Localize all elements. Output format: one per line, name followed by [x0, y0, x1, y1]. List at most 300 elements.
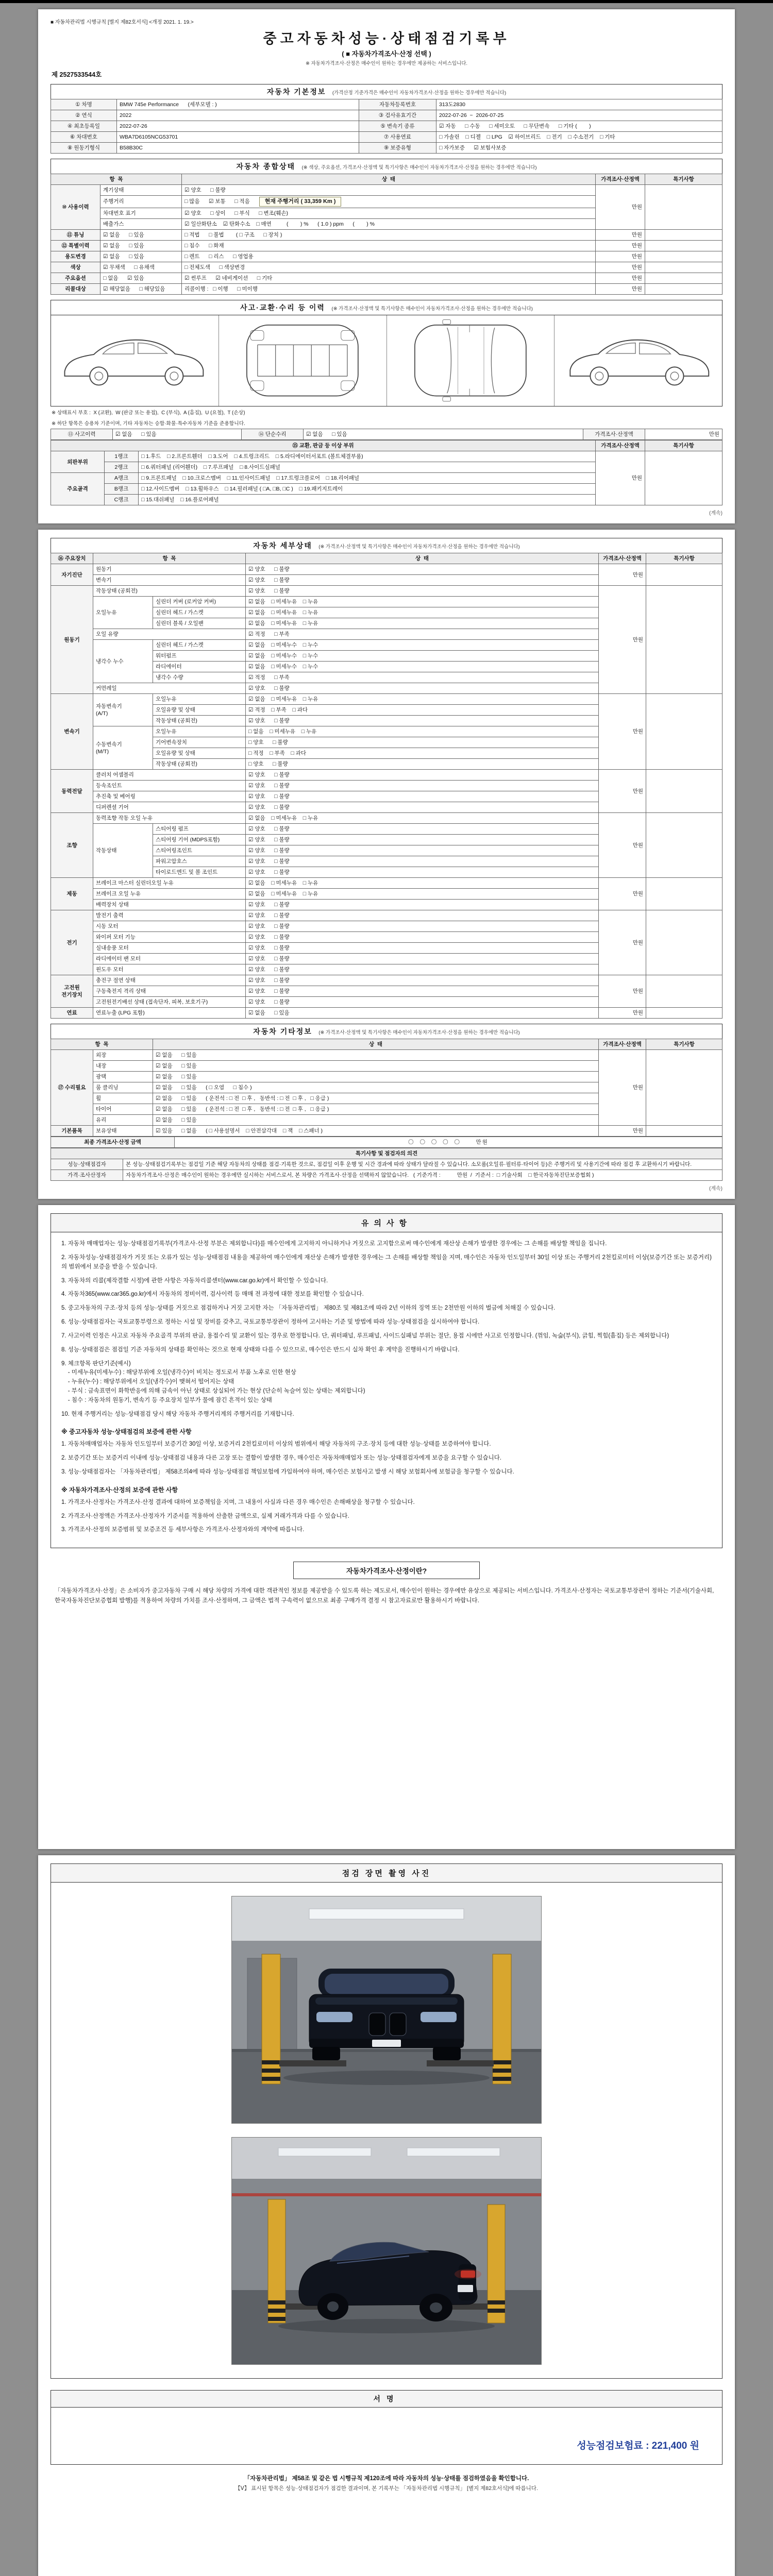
header-cell: 특기사항 및 점검자의 의견 — [51, 1148, 722, 1159]
notice-item: 1. 자동차매매업자는 자동차 인도일부터 보증기간 30일 이상, 보증거리 2천킬로미터 이상의 범위에서 해당 자동차의 구조·장치 등에 대한 성능·상태를 보증하여야 합니다. — [61, 1441, 491, 1448]
cell — [646, 1126, 722, 1137]
cell: 자기진단 — [51, 564, 93, 586]
cell: 충전구 절연 상태 — [93, 975, 246, 986]
cell: 휠 — [93, 1093, 153, 1104]
cell — [646, 694, 722, 770]
header-cell: 항 목 — [93, 553, 246, 564]
cell: 리콜대상 — [51, 283, 100, 294]
cell: 동력조향 작동 오일 누유 — [93, 813, 246, 824]
cell: 만원 — [645, 429, 722, 440]
cell: 만원 — [599, 564, 646, 586]
car-body-top-diagram — [387, 315, 555, 406]
top-border — [0, 0, 773, 3]
cell: 배출가스 — [100, 218, 182, 229]
cell — [646, 564, 722, 586]
etc-table — [51, 1039, 722, 1137]
header-cell: 항 목 — [51, 174, 182, 185]
cell: 원동기 — [93, 564, 246, 575]
cell: ⑭ 단순수리 — [242, 429, 304, 440]
notice-item: 6. 성능·상태점검자는 국토교통부령으로 정하는 시설 및 장비를 갖추고, 국토교통부장관이 정하여 고시하는 기준 및 방법에 따라 성능·상태점검을 실시하여야 합니다. — [61, 1319, 480, 1326]
inspection-photo-rear — [231, 2137, 542, 2365]
cell: ☑ 없음 □ 있음 — [246, 1008, 599, 1019]
table-row — [51, 1008, 722, 1019]
cell: 클러치 어셈블리 — [93, 770, 246, 781]
cell: ☑ 양호 □ 불량 — [182, 185, 596, 196]
table-row — [51, 910, 722, 921]
cell: ☑ 양호 □ 불량 — [246, 824, 599, 835]
cell: 시동 모터 — [93, 921, 246, 932]
document-subtitle: ( ■ 자동차가격조사·산정 선택 ) — [342, 50, 431, 58]
cell: ☑ 적정 □ 부족 □ 과다 — [246, 705, 599, 716]
cell: 구동축전지 격리 상태 — [93, 986, 246, 997]
signature-body — [51, 2408, 722, 2464]
cell: ⑤ 변속기 종류 — [359, 121, 436, 132]
cell — [645, 451, 722, 505]
section-summary-title: 자동차 종합상태 — [236, 162, 296, 171]
cell: ⑪ 튜닝 — [51, 229, 100, 240]
cell: ⑨ 보증유형 — [359, 143, 436, 154]
section-accident-note: (※ 가격조사·산정액 및 특기사항은 매수인이 자동차가격조사·산정을 원하는 경우에만 적습니다) — [331, 306, 533, 312]
cell: 본 성능·상태점검기록부는 점검일 기준 해당 자동차의 상태를 점검·기록한 것으로, 점검일 이후 운행 및 시간 경과에 따라 상태가 달라질 수 있습니다. 소모품(오일류·필터류·타이어 등)은 주행거리 및 사용기간에 따라 점검 후 교환하시기 바랍니다. — [123, 1159, 722, 1170]
table-row — [51, 694, 722, 705]
cell: 라디에이터 — [153, 662, 246, 672]
cell: 〇 〇 〇 〇 〇 만원 — [175, 1137, 722, 1148]
table-row — [51, 586, 722, 597]
garage-rear-photo-illustration — [232, 2138, 541, 2364]
cell: ☑ 없음 □ 미세누수 □ 누수 — [246, 640, 599, 651]
status-code-legend: ※ 상태표시 부호 : X (교환), W (판금 또는 용접), C (부식), A (흠집), U (요철), T (손상) — [52, 410, 245, 416]
section-basic-header — [51, 84, 722, 99]
page1-continue-label: (계속) — [709, 511, 722, 517]
cell: 만원 — [599, 1050, 646, 1126]
notice-item: 1. 가격조사·산정자는 가격조사·산정 결과에 대하여 보증책임을 지며, 그 내용이 사실과 다른 경우 매수인은 손해배상을 청구할 수 있습니다. — [61, 1499, 415, 1505]
cell: 만원 — [596, 240, 645, 251]
table-row — [51, 564, 722, 575]
car-right-side-icon — [558, 318, 719, 403]
cell: ☑ 양호 □ 불량 — [246, 975, 599, 986]
cell: □ 1.후드 □ 2.프론트휀더 □ 3.도어 □ 4.트렁크리드 □ 5.라디에이터서포트 (볼트체결부품) — [139, 451, 596, 462]
cell: 성능·상태점검자 — [51, 1159, 123, 1170]
photo-frame — [51, 1883, 722, 2379]
cell: ☑ 양호 □ 불량 — [246, 856, 599, 867]
cell: 2022-07-26 ~ 2026-07-25 — [436, 110, 722, 121]
cell: 스티어링 기어 (MDPS포함) — [153, 835, 246, 845]
table-row — [51, 273, 722, 283]
header-cell: 상 태 — [182, 174, 596, 185]
cell: ☑ 양호 □ 불량 — [246, 900, 599, 910]
cell: WBA7D6105NCG53701 — [117, 132, 359, 143]
cell: ☑ 없음 □ 있음 — [304, 429, 583, 440]
table-row — [51, 1170, 722, 1181]
section-detail-note: (※ 가격조사·산정액 및 특기사항은 매수인이 자동차가격조사·산정을 원하는 경우에만 적습니다) — [318, 544, 520, 550]
form-reference: ■ 자동차관리법 시행규칙 [별지 제82호서식] <개정 2021. 1. 19.> — [51, 20, 194, 25]
cell: 만원 — [596, 262, 645, 273]
cell: 만원 — [596, 283, 645, 294]
cell: 원동기 — [51, 586, 93, 694]
cell: ☑ 양호 □ 불량 — [246, 845, 599, 856]
cell: 313도2830 — [436, 99, 722, 110]
header-cell: 상 태 — [153, 1039, 599, 1050]
cell: 워터펌프 — [153, 651, 246, 662]
footer-legal-line: 「자동차관리법」 제58조 및 같은 법 시행규칙 제120조에 따라 자동차의 성능·상태를 점검하였음을 확인합니다. — [244, 2476, 529, 2482]
cell: 작동상태 (공회전) — [93, 586, 246, 597]
cell: ☑ 없음 □ 있음 — [100, 240, 182, 251]
cell: □ 12.사이드멤버 □ 13.휠하우스 □ 14.필러패널 ( □A, □B, □C ) □ 19.패키지트레이 — [139, 484, 596, 495]
cell: 만원 — [599, 586, 646, 694]
photo-section-title: 점검 장면 촬영 사진 — [51, 1863, 722, 1883]
cell — [645, 240, 722, 251]
notice-item: 3. 가격조사·산정의 보증범위 및 보증조건 등 세부사항은 가격조사·산정자와의 계약에 따릅니다. — [61, 1527, 305, 1533]
cell: ☑ 없음 □ 있음 — [113, 429, 242, 440]
cell — [646, 910, 722, 975]
cell: 만원 — [596, 273, 645, 283]
cell: ☑ 양호 □ 불량 — [246, 932, 599, 943]
cell: ☑ 적정 □ 부족 — [246, 629, 599, 640]
section-accident-title: 사고·교환·수리 등 이력 — [240, 303, 325, 312]
cell — [646, 1050, 722, 1126]
cell — [645, 283, 722, 294]
cell: 리콜이행 : □ 이행 □ 미이행 — [182, 283, 596, 294]
table-row — [51, 1050, 722, 1061]
cell: ☑ 양호 □ 불량 — [246, 586, 599, 597]
cell: 가격·조사산정자 — [51, 1170, 123, 1181]
cell: □ 적법 □ 불법 ( □ 구조 □ 장치 ) — [182, 229, 596, 240]
signature-box — [51, 2390, 722, 2465]
page-1 — [38, 9, 735, 523]
cell: ☑ 없음 □ 미세누유 □ 누유 — [246, 889, 599, 900]
cell: ☑ 양호 □ 상이 □ 부식 □ 변조(훼손) — [182, 208, 596, 218]
cell: ☑ 양호 □ 불량 — [246, 781, 599, 791]
cell: ☑ 없음 □ 미세누유 □ 누유 — [246, 813, 599, 824]
cell: ⑥ 차대번호 — [51, 132, 117, 143]
notice-body — [51, 1232, 722, 1548]
cell: 유리 — [93, 1115, 153, 1126]
cell: 연료 — [51, 1008, 93, 1019]
cell: ☑ 양호 □ 불량 — [246, 867, 599, 878]
cell: ☑ 양호 □ 불량 — [246, 954, 599, 964]
page-3 — [38, 1205, 735, 1849]
cell: ☑ 무채색 □ 유채색 — [100, 262, 182, 273]
cell: ☑ 없음 □ 있음 ( 운전석 : □ 전 □ 후 , 동반석 : □ 전 □ 후 , □ 응급 ) — [153, 1093, 599, 1104]
cell: ① 차명 — [51, 99, 117, 110]
header-cell: 특기사항 — [645, 440, 722, 451]
cell: 기어변속장치 — [153, 737, 246, 748]
cell: 만원 — [596, 251, 645, 262]
table-row — [51, 240, 722, 251]
cell: 2랭크 — [105, 462, 139, 473]
cell: □ 가솔린 □ 디젤 □ LPG ☑ 하이브리드 □ 전기 □ 수소전기 □ 기타 — [436, 132, 722, 143]
notice-item: 9. 체크항목 판단기준(예시) - 미세누유(미세누수) : 해당부위에 오일(냉각수)이 비치는 정도로서 부품 노후로 인한 현상 - 누유(누수) : 해당부위에서 오일(냉각수)이 맺혀서 떨어지는 상태 - 부식 : 금속표면이 화학반응에 의해 금속이 아닌 상태로 상실되어 가는 현상 (단순히 녹슬어 있는 상태는 제외합니다) - 침수 : 자동차의 원동기, 변속기 등 주요장치 일부가 물에 잠긴 흔적이 있는 상태 — [61, 1360, 365, 1403]
section-summary-header — [51, 159, 722, 174]
cell: 타이로드엔드 및 볼 조인트 — [153, 867, 246, 878]
cell: ☑ 없음 □ 미세누유 □ 누유 — [246, 618, 599, 629]
cell: 기본품목 — [51, 1126, 93, 1137]
notice-items — [61, 1240, 712, 1419]
cell: □ 적정 □ 부족 □ 과다 — [246, 748, 599, 759]
cell: ☑ 없음 □ 있음 — [100, 229, 182, 240]
cell: ☑ 없음 □ 미세누유 □ 누유 — [246, 694, 599, 705]
document-title: 중고자동차성능·상태점검기록부 — [263, 31, 510, 46]
section-summary-note: (※ 색상, 주요옵션, 가격조사·산정액 및 특기사항은 매수인이 자동차가격조사·산정을 원하는 경우에만 적습니다) — [301, 165, 537, 171]
cell — [646, 586, 722, 694]
table-row — [51, 143, 722, 154]
cell — [646, 770, 722, 813]
cell: ⑬ 사고이력 — [51, 429, 113, 440]
garage-front-photo-illustration — [232, 1896, 541, 2123]
cell: ☑ 없음 □ 있음 ( 운전석 : □ 전 □ 후 , 동반석 : □ 전 □ 후 , □ 응급 ) — [153, 1104, 599, 1115]
cell: 최종 가격조사·산정 금액 — [51, 1137, 175, 1148]
section-basic-title: 자동차 기본정보 — [266, 88, 326, 96]
cell: ☑ 없음 □ 있음 — [153, 1050, 599, 1061]
table-row — [51, 251, 722, 262]
header-cell: 특기사항 — [646, 1039, 722, 1050]
cell: 오일누유 — [153, 694, 246, 705]
cell: 변속기 — [93, 575, 246, 586]
table-row — [51, 1039, 722, 1050]
cell: 2022-07-26 — [117, 121, 359, 132]
table-row — [51, 1137, 722, 1148]
cell: 수동변속기 (M/T) — [93, 726, 153, 770]
cell: 자동차등록번호 — [359, 99, 436, 110]
cell — [645, 229, 722, 240]
cell: □ 없음 ☑ 있음 — [100, 273, 182, 283]
car-left-side-icon — [55, 318, 215, 403]
cell: 디퍼렌셜 기어 — [93, 802, 246, 813]
cell: 실린더 헤드 / 가스켓 — [153, 607, 246, 618]
page2-continue-label: (계속) — [709, 1186, 722, 1192]
cell: 제동 — [51, 878, 93, 910]
cell: 실린더 커버 (로커암 커버) — [153, 597, 246, 607]
cell: 오일유량 및 상태 — [153, 748, 246, 759]
table-row — [51, 975, 722, 986]
cell: 만원 — [599, 975, 646, 1008]
cell: □ 없음 □ 미세누유 □ 누유 — [246, 726, 599, 737]
warranty2-title: ※ 자동차가격조사·산정의 보증에 관한 사항 — [61, 1486, 178, 1494]
cell — [646, 878, 722, 910]
header-cell: 상 태 — [246, 553, 599, 564]
cell — [646, 1008, 722, 1019]
cell: 브레이크 마스터 실린더오일 누유 — [93, 878, 246, 889]
cell: ☑ 없음 □ 미세누수 □ 누수 — [246, 651, 599, 662]
notice-item: 2. 가격조사·산정액은 가격조사·산정자가 기준서를 적용하여 산출한 금액으로, 실제 거래가격과 다를 수 있습니다. — [61, 1513, 349, 1519]
cell: 냉각수 수량 — [153, 672, 246, 683]
cell: ☑ 없음 □ 있음 — [153, 1072, 599, 1082]
cell: 고전원 전기장치 — [51, 975, 93, 1008]
cell: 작동상태 (공회전) — [153, 716, 246, 726]
cell: ☑ 양호 □ 불량 — [246, 997, 599, 1008]
cell: ☑ 양호 □ 불량 — [246, 835, 599, 845]
cell: 주요골격 — [51, 473, 105, 505]
pricing-info — [51, 1562, 722, 1605]
table-row — [51, 132, 722, 143]
cell: 자동변속기 (A/T) — [93, 694, 153, 726]
accident-flag-table — [51, 429, 722, 440]
footer-form-line: 【Ⅴ】 표시된 항목은 성능·상태점검자가 점검한 결과이며, 본 기록부는 「자동차관리법 시행규칙」 [별지 제82호서식]에 따릅니다. — [235, 2485, 538, 2492]
cell: ③ 검사유효기간 — [359, 110, 436, 121]
cell: ⑰ 수리필요 — [51, 1050, 93, 1126]
cell: ☑ 썬루프 ☑ 네비게이션 □ 기타 — [182, 273, 596, 283]
cell: 실내송풍 모터 — [93, 943, 246, 954]
header-cell: 항 목 — [51, 1039, 153, 1050]
notice-item: 10. 현재 주행거리는 성능·상태점검 당시 해당 자동차 주행거리계의 주행거리를 기재합니다. — [61, 1411, 294, 1417]
notice-title: 유의사항 — [51, 1214, 722, 1232]
cell: ☑ 양호 □ 불량 — [246, 791, 599, 802]
cell: 작동상태 (공회전) — [153, 759, 246, 770]
cell: 추진축 및 베어링 — [93, 791, 246, 802]
cell: 용도변경 — [51, 251, 100, 262]
cell: 1랭크 — [105, 451, 139, 462]
cell: □ 6.쿼터패널 (리어휀더) □ 7.루프패널 □ 8.사이드실패널 — [139, 462, 596, 473]
cell: □ 양호 □ 불량 — [246, 737, 599, 748]
cell: 커먼레일 — [93, 683, 246, 694]
cell: 타이어 — [93, 1104, 153, 1115]
notice-item: 2. 자동차성능·상태점검자가 거짓 또는 오류가 있는 성능·상태점검 내용을 제공하여 매수인에게 재산상 손해가 발생한 경우에는 그 손해를 배상할 책임을 지며, 매수인은 자동차 인도일부터 30일 이상 또는 주행거리 2천킬로미터 이상(보증기간 또는 보증거리)의 범위에서 보증을 받을 수 있습니다. — [61, 1255, 712, 1270]
cell: 만원 — [599, 770, 646, 813]
table-row — [51, 283, 722, 294]
cell: ⑦ 사용연료 — [359, 132, 436, 143]
pricing-info-body: 「자동차가격조사·산정」은 소비자가 중고자동차 구매 시 해당 차량의 가격에 대한 객관적인 정보를 제공받을 수 있도록 하는 제도로서, 매수인이 원하는 경우에만 유상으로 제공되는 서비스입니다. 가격조사·산정자는 국토교통부장관이 정하는 기준서(기술사회, 한국자동차진단보증협회 발행)를 적용하여 차량의 가치를 조사·산정하며, 그 금액은 법적 구속력이 없으므로 최종 구매가격 결정 시 참고자료로만 활용하시기 바랍니다. — [55, 1588, 716, 1604]
cell: 전기 — [51, 910, 93, 975]
cell: 냉각수 누수 — [93, 640, 153, 683]
pricing-info-title: 자동차가격조사·산정이란? — [293, 1562, 480, 1579]
table-row — [51, 813, 722, 824]
cell: C랭크 — [105, 495, 139, 505]
cell: 자동차가격조사·산정은 매수인이 원하는 경우에만 실시하는 서비스로서, 본 차량은 가격조사·산정을 선택하지 않았습니다. ( 기준가격 : 만원 / 기준서 : □ 기술사회 □ 한국자동차진단보증협회 ) — [123, 1170, 722, 1181]
cell: 계기상태 — [100, 185, 182, 196]
section-etc-header — [51, 1024, 722, 1039]
cell — [645, 251, 722, 262]
cell: □ 많음 ☑ 보통 □ 적음 현재 주행거리 ( 33,359 Km ) — [182, 196, 596, 208]
cell: 연료누출 (LPG 포함) — [93, 1008, 246, 1019]
cell: □ 자가보증 ☑ 보험사보증 — [436, 143, 722, 154]
cell — [646, 813, 722, 878]
header-cell: ⑮ 교환, 판금 등 이상 부위 — [51, 440, 596, 451]
cell: ☑ 양호 □ 불량 — [246, 716, 599, 726]
cell: ☑ 없음 □ 미세누수 □ 누수 — [246, 662, 599, 672]
cell: 오일누유 — [153, 726, 246, 737]
inspection-photo-front — [231, 1896, 542, 2124]
cell: ☑ 양호 □ 불량 — [246, 802, 599, 813]
cell: 주요옵션 — [51, 273, 100, 283]
notice-item: 2. 보증기간 또는 보증거리 이내에 성능·상태점검 내용과 다른 고장 또는 결함이 발생한 경우, 매수인은 자동차매매업자 또는 성능·상태점검자에게 보증을 요구할 수 있습니다. — [61, 1455, 502, 1462]
cell: 만원 — [596, 229, 645, 240]
cell: 등속조인트 — [93, 781, 246, 791]
cell: ⑩ 사용이력 — [51, 185, 100, 230]
cell: B58B30C — [117, 143, 359, 154]
table-row — [51, 229, 722, 240]
cell: ☑ 양호 □ 불량 — [246, 943, 599, 954]
cell: □ 9.프론트패널 □ 10.크로스멤버 □ 11.인사이드패널 □ 17.트렁크플로어 □ 18.리어패널 — [139, 473, 596, 484]
cell: ☑ 해당없음 □ 해당있음 — [100, 283, 182, 294]
cell: 만원 — [599, 813, 646, 878]
current-mileage-box: 현재 주행거리 ( 33,359 Km ) — [259, 197, 342, 207]
page-4 — [38, 1855, 735, 2576]
header-cell: 가격조사·산정액 — [596, 440, 645, 451]
cell: □ 전체도색 □ 색상변경 — [182, 262, 596, 273]
cell: ☑ 양호 □ 불량 — [246, 770, 599, 781]
cell: 만원 — [599, 878, 646, 910]
cell: ☑ 양호 □ 불량 — [246, 575, 599, 586]
car-right-side-diagram — [554, 315, 722, 406]
table-row — [51, 110, 722, 121]
accident-rank-table — [51, 440, 722, 505]
cell: 색상 — [51, 262, 100, 273]
cell: 오일 유량 — [93, 629, 246, 640]
cell: 배력장치 상태 — [93, 900, 246, 910]
cell: □ 양호 □ 불량 — [246, 759, 599, 770]
cell: ☑ 없음 □ 미세누유 □ 누유 — [246, 878, 599, 889]
cell: 발전기 출력 — [93, 910, 246, 921]
remarks-table — [51, 1148, 722, 1181]
inspection-insurance-fee: 성능점검보험료 : 221,400 원 — [577, 2441, 699, 2452]
warranty1-title: ※ 중고자동차 성능·상태점검의 보증에 관한 사항 — [61, 1428, 192, 1436]
cell: 변속기 — [51, 694, 93, 770]
cell — [646, 975, 722, 1008]
cell — [645, 185, 722, 230]
table-row — [51, 878, 722, 889]
cell: 만원 — [599, 1126, 646, 1137]
cell: B랭크 — [105, 484, 139, 495]
notice-item: 8. 성능·상태점검은 점검일 기준 자동차의 상태를 확인하는 것으로 현재 상태와 다를 수 있으므로, 매수인은 반드시 실차 확인 후 계약을 진행하시기 바랍니다. — [61, 1346, 460, 1353]
cell: ☑ 없음 □ 있음 — [100, 251, 182, 262]
cell: □ 침수 □ 화재 — [182, 240, 596, 251]
cell: ☑ 없음 □ 미세누유 □ 누유 — [246, 607, 599, 618]
cell: 룸 클리닝 — [93, 1082, 153, 1093]
summary-table — [51, 174, 722, 295]
cell: 만원 — [599, 910, 646, 975]
cell: ☑ 양호 □ 불량 — [246, 921, 599, 932]
notice-item: 5. 중고자동차의 구조·장치 등의 성능·상태를 거짓으로 점검하거나 거짓 고지한 자는 「자동차관리법」 제80조 및 제81조에 따라 2년 이하의 징역 또는 2천만원 이하의 벌금에 처해질 수 있습니다. — [61, 1305, 556, 1312]
car-left-side-diagram — [51, 315, 219, 406]
cell: 브레이크 오일 누유 — [93, 889, 246, 900]
cell: ☑ 일산화탄소 ☑ 탄화수소 □ 매연 ( ) % ( 1.0 ) ppm ( ) % — [182, 218, 596, 229]
notice-item: 7. 사고이력 인정은 사고로 자동차 주요골격 부위의 판금, 용접수리 및 교환이 있는 경우로 한정합니다. 단, 쿼터패널, 루프패널, 사이드실패널 부위는 절단, 용접 시에만 사고로 인정합니다. (꺾임, 녹슮(부식), 긁힘, 찍힘(흠집) 등은 제외합니다) — [61, 1332, 669, 1339]
car-diagrams — [51, 315, 722, 406]
cell: ☑ 없음 □ 있음 — [153, 1115, 599, 1126]
cell: 가격조사·산정액 — [583, 429, 645, 440]
cell: 와이퍼 모터 기능 — [93, 932, 246, 943]
cell: 고전원전기배선 상태 (접속단자, 피복, 보호기구) — [93, 997, 246, 1008]
cell: 만원 — [596, 451, 645, 505]
signature-title: 서명 — [51, 2391, 722, 2408]
cell: ☑ 적정 □ 부족 — [246, 672, 599, 683]
header-cell: 가격조사·산정액 — [599, 1039, 646, 1050]
header-cell: 가격조사·산정액 — [596, 174, 645, 185]
table-row — [51, 770, 722, 781]
car-frame-top-diagram — [219, 315, 387, 406]
cell: □ 15.대쉬패널 □ 16.플로어패널 — [139, 495, 596, 505]
cell: ☑ 없음 □ 있음 — [153, 1061, 599, 1072]
notice-item: 3. 성능·상태점검자는 「자동차관리법」 제58조의4에 따라 성능·상태점검 책임보험에 가입하여야 하며, 매수인은 보험사고 발생 시 해당 보험회사에 보험금을 청구할 수 있습니다. — [61, 1469, 514, 1476]
cell: 실린더 블록 / 오일팬 — [153, 618, 246, 629]
cell — [645, 262, 722, 273]
table-row — [51, 451, 722, 462]
cell: ② 연식 — [51, 110, 117, 121]
final-price-table — [51, 1137, 722, 1148]
header-cell: 특기사항 — [645, 174, 722, 185]
section-etc-note: (※ 가격조사·산정액 및 특기사항은 매수인이 자동차가격조사·산정을 원하는 경우에만 적습니다) — [318, 1030, 520, 1036]
cell — [645, 273, 722, 283]
document-subnote: ※ 자동차가격조사·산정은 매수인이 원하는 경우에만 제공하는 서비스입니다. — [305, 61, 468, 66]
cell: 외판부위 — [51, 451, 105, 473]
cell: 만원 — [599, 694, 646, 770]
notice-box — [51, 1213, 722, 1548]
cell: 내장 — [93, 1061, 153, 1072]
table-row — [51, 99, 722, 110]
cell: ⑧ 원동기형식 — [51, 143, 117, 154]
cell: ☑ 양호 □ 불량 — [246, 910, 599, 921]
cell: 외장 — [93, 1050, 153, 1061]
